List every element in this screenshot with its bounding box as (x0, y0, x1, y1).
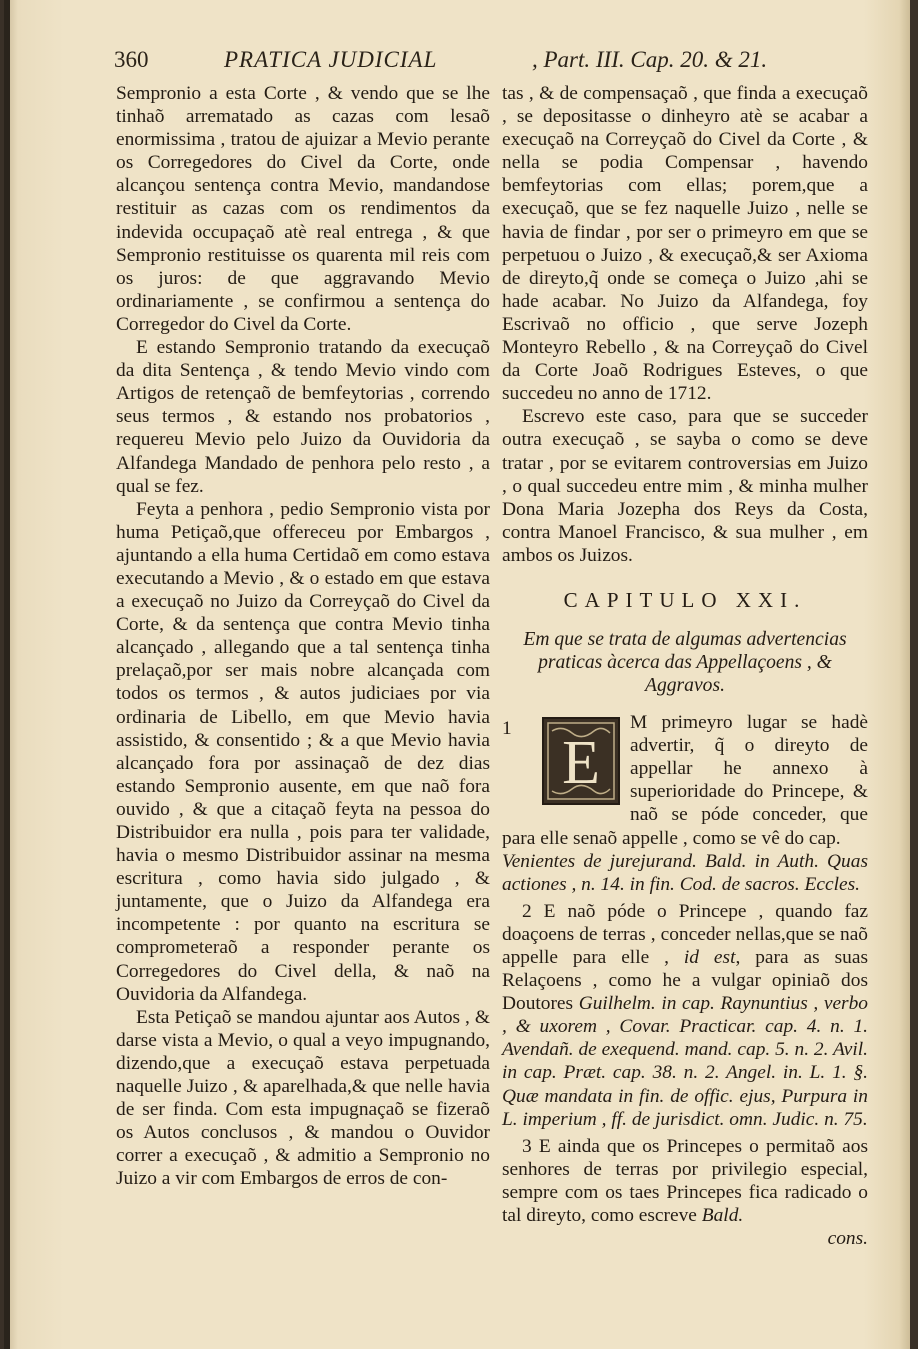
citation: Guilhelm. in cap. Raynuntius , verbo , & uxorem , Covar. Practicar. cap. 4. n. 1. Avendañ. de exequend. mand. cap. 5. n. 2. Avil. in cap. Præt. cap. 38. n. 2. Angel. in. L. 1. §. Quæ mandata in fin. de offic. ejus, Purpura in L. imperium , ff. de jurisdict. omn. Judic. n. 75. (502, 993, 868, 1130)
binding-edge (4, 0, 10, 1349)
right-column (502, 82, 868, 1250)
citation: Venientes de jurejurand. Bald. in Auth. Quas actiones , n. 14. in fin. Cod. de sacros. Eccles. (502, 850, 868, 895)
paragraph: E naõ póde o Princepe , quando faz doaçoens de terras , conceder nellas,que se naõ appelle para elle , (502, 900, 868, 968)
paragraph: , para as suas Relaçoens , como he a vulgar opiniaõ dos Doutores (502, 947, 868, 1015)
citation: Bald. (701, 1205, 744, 1227)
decorated-initial (542, 717, 620, 805)
chapter-summary: Em que se trata de algumas advertencias praticas àcerca das Appellaçoens , & Aggravos. (523, 629, 847, 697)
chapter-heading: CAPITULO XXI. (563, 587, 807, 612)
section-3 (502, 1135, 868, 1227)
paragraph: M primeyro lugar se hadè advertir, q̃ o direyto de appellar he annexo à superioridade do Princepe, & naõ se póde conceder, que para elle senaõ appelle , como se vê do cap. (502, 712, 868, 849)
running-title: PRATICA JUDICIAL (224, 47, 438, 72)
paragraph: tas , & de compensaçaõ , que finda a execuçaõ , se depositasse o dinheyro atè se acabar a execuçaõ na Correyçaõ do Civel da Corte , & nella se podia Compensar , havendo bemfeytorias com ellas; porem,que a execuçaõ, que se fez naquelle Juizo , nelle se havia de findar , por ser o primeyro em que se perpetuou o Juizo , & execuçaõ,& ser Axioma de direyto,q̃ onde se começa o Juizo ,ahi se hade acabar. No Juizo da Alfandega, foy Escrivaõ no officio , que serve Jozeph Monteyro Rebello , & na Correyçaõ do Civel da Corte Joaõ Rodrigues Esteves, o que succedeu no anno de 1712. (502, 83, 868, 405)
dropcap-letter: E (562, 729, 600, 798)
section-number: 2 (522, 900, 532, 922)
paragraph: E estando Sempronio tratando da execuçaõ da dita Sentença , & tendo Mevio vindo com Artigos de retençaõ de bemfeytorias , correndo seus termos , & estando nos probatorios , requereu Mevio pelo Juizo da Ouvidoria da Alfandega Mandado de penhora pelo resto , a qual se fez. (116, 337, 490, 497)
ornament-icon (542, 717, 620, 805)
left-column (116, 82, 490, 1191)
paragraph: Escrevo este caso, para que se succeder outra execuçaõ , se sayba o como se deve tratar , por se evitarem controversias em Juizo , o qual succedeu entre mim , & minha mulher Dona Maria Jozepha dos Reys da Costa, contra Manoel Francisco, & sua mulher , em ambos os Juizos. (502, 406, 868, 566)
section-1 (502, 711, 868, 850)
paragraph: E ainda que os Princepes o permitaõ aos senhores de terras por privilegio especial, sempre com os taes Princepes fica radicado o tal direyto, como escreve (502, 1135, 868, 1227)
section-2 (502, 900, 868, 1131)
catchword: cons. (827, 1228, 868, 1250)
book-page (4, 0, 910, 1349)
part-chapter-ref: , Part. III. Cap. 20. & 21. (532, 47, 768, 72)
latin-phrase: id est (683, 947, 736, 968)
paragraph: Feyta a penhora , pedio Sempronio vista por huma Petiçaõ,que offereceu por Embargos , ajuntando a ella huma Certidaõ em como estava executando a Mevio , & o estado em que estava a execuçaõ no Juizo da Correyçaõ do Civel da Corte, & da sentença que contra Mevio tinha alcançado , allegando que a tal sentença tinha prelaçaõ,por ser mais nobre alcançada com todos os termos , & autos judiciaes por via ordinaria de Libello, em que Mevio havia assistido, & consentido ; & a que Mevio havia alcançado fora por assinaçaõ de dez dias estando Sempronio ausente, em que naõ fora ouvido , & que a citaçaõ feyta na pessoa do Distribuidor era nulla , pois para ter validade, havia o mesmo Distribuidor assinar na mesma escritura , como havia sido julgado , & juntamente, que o Juizo da Alfandega era incompetente : por quanto na escritura se comprometeraõ a responder perante os Corregedores do Civel della, & naõ na Ouvidoria da Alfandega. (116, 498, 490, 1005)
page-number: 360 (114, 47, 149, 72)
paragraph: Esta Petiçaõ se mandou ajuntar aos Autos , & darse vista a Mevio, o qual a veyo impugnando, dizendo,que a execuçaõ estava perpetuada naquelle Juizo , & aparelhada,& que nelle havia de ser finda. Com esta impugnaçaõ se fizeraõ os Autos conclusos , & mandou o Ouvidor correr a execuçaõ , & admitio a Sempronio no Juizo a vir com Embargos de erros de con- (116, 1006, 490, 1190)
running-header (114, 47, 814, 83)
paragraph: Sempronio a esta Corte , & vendo que se lhe tinhaõ arrematado as cazas com lesaõ enormissima , tratou de ajuizar a Mevio perante os Corregedores do Civel da Corte, onde alcançou sentença contra Mevio, mandandose restituir as cazas com os rendimentos da indevida occupaçaõ atè real entrega , & que Sempronio restituisse os quarenta mil reis com os juros: de que aggravando Mevio ordinariamente , se confirmou a sentença do Corregedor do Civel da Corte. (116, 83, 490, 335)
section-number: 1 (502, 718, 512, 740)
section-number: 3 (522, 1135, 532, 1157)
